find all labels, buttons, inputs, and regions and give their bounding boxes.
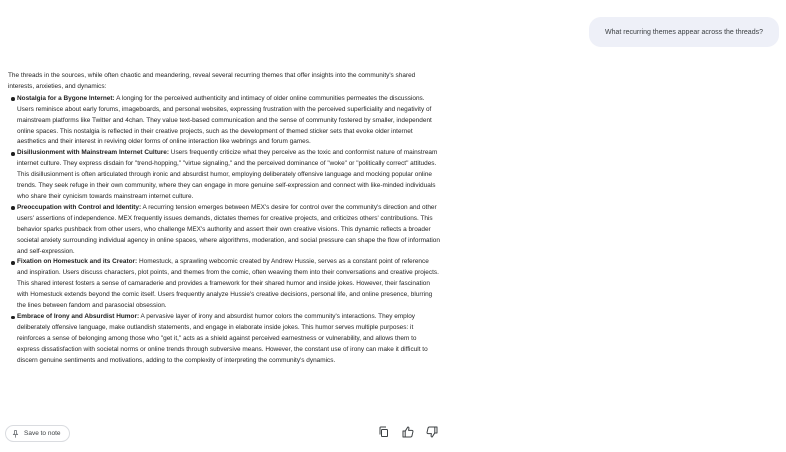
user-message-bubble [589,17,779,47]
like-button[interactable] [400,425,416,439]
save-to-note-button[interactable] [5,425,70,442]
user-message-text: What recurring themes appear across the threads? [605,28,763,36]
copy-button[interactable] [376,425,392,439]
theme-body: A longing for the perceived authenticity and intimacy of older online communities permeates the discussions. Users reminisce about early forums, imageboards, and personal websites, expressing frustration with the perceived superficiality and negativity of mainstream platforms like Twitter and 4chan. They value text-based communication and the sense of community fostered by smaller, independent online spaces. This nostalgia is reflected in their creative projects, such as the development of themed sticker sets that evoke older internet aesthetics and their interest in reviving older forms of online interaction like webrings and forum games. [17,94,432,146]
theme-title: Fixation on Homestuck and its Creator: [17,258,138,266]
thumbs-up-icon [402,426,414,438]
theme-body: Homestuck, a sprawling webcomic created by Andrew Hussie, serves as a constant point of reference and inspiration. Users discuss characters, plot points, and themes from the comic, often weaving them into their conversations and creative projects. This shared interest fosters a sense of camaraderie and provides a framework for their shared humor and inside jokes. However, their fascination with Homestuck extends beyond the comic itself. Users frequently analyze Hussie's creative decisions, personal life, and online presence, blurring the lines between fandom and parasocial obsession. [17,258,439,310]
response-intro: The threads in the sources, while often chaotic and meandering, reveal several recurring themes that offer insights into the community's shared interests, anxieties, and dynamics: [8,72,416,90]
thumbs-down-icon [426,426,438,438]
theme-body: A recurring tension emerges between MEX's desire for control over the community's direction and other users' assertions of independence. MEX frequently issues demands, dictates themes for creative projects, and criticizes others' contributions. This behavior sparks pushback from other users, who challenge MEX's authority and assert their own creative visions. This dynamic reflects a broader societal anxiety surrounding individual agency in online spaces, where algorithms, moderation, and social pressure can shape the flow of information and self-expression. [17,203,440,255]
theme-item [8,94,440,149]
response-body [8,71,440,366]
pin-icon [12,430,19,438]
dislike-button[interactable] [424,425,440,439]
theme-title: Nostalgia for a Bygone Internet: [17,94,115,102]
theme-item [8,203,440,258]
theme-item [8,312,440,367]
theme-body: A pervasive layer of irony and absurdist humor colors the community's interactions. They employ deliberately offensive language, make outlandish statements, and engage in elaborate inside jokes. This humor serves multiple purposes: it reinforces a sense of belonging among those who "get it," acts as a shield against perceived earnestness or vulnerability, and allows them to express dissatisfaction with societal norms or online trends through subversive means. However, the constant use of irony can make it difficult to discern genuine sentiments and motivations, adding to the complexity of interpreting the community's dynamics. [17,312,428,364]
theme-item [8,257,440,312]
theme-body: Users frequently criticize what they perceive as the toxic and conformist nature of mainstream internet culture. They express disdain for "trend-hopping," "virtue signaling," and the perceived dominance of "woke" or "politically correct" attitudes. This disillusionment is often articulated through ironic and absurdist humor, employing deliberately offensive language and mocking popular online trends. They seek refuge in their own community, where they can engage in more genuine self-expression and connect with like-minded individuals who share their cynicism towards mainstream internet culture. [17,149,438,200]
copy-icon [378,426,390,438]
theme-title: Disillusionment with Mainstream Internet Culture: [17,149,170,157]
theme-item [8,148,440,203]
theme-title: Preoccupation with Control and Identity: [17,203,142,211]
theme-title: Embrace of Irony and Absurdist Humor: [17,312,140,320]
save-to-note-label: Save to note [24,430,61,437]
response-actions [376,425,440,439]
themes-list [8,94,440,367]
